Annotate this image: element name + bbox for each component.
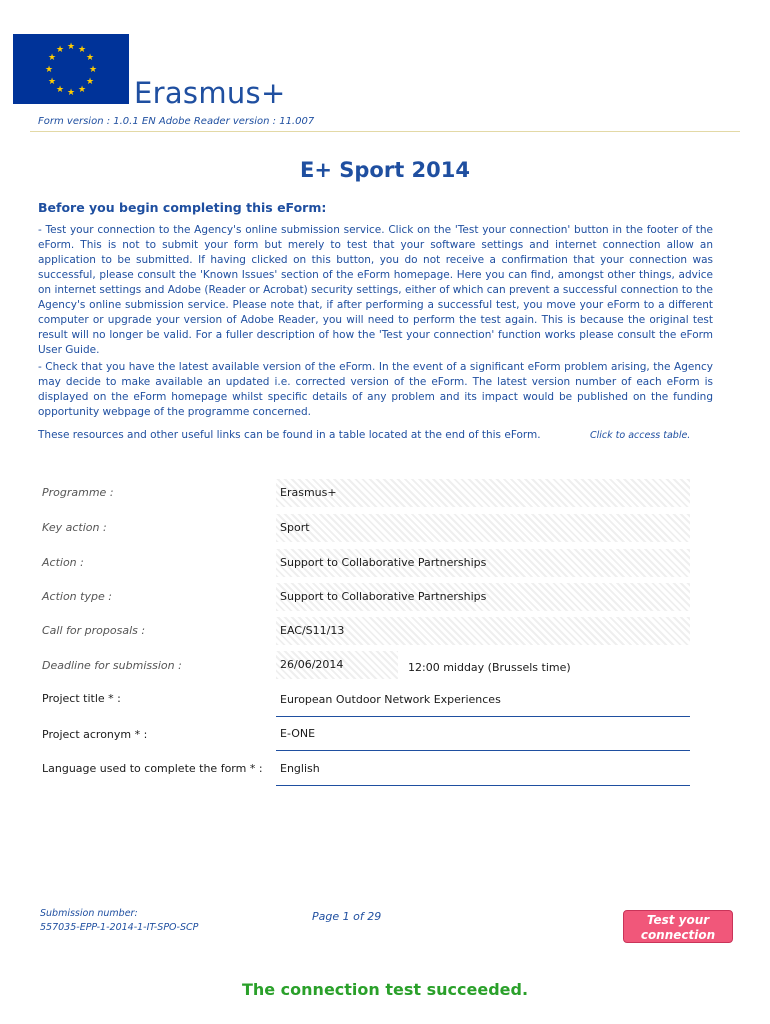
- svg-text:★: ★: [77, 45, 87, 55]
- svg-text:★: ★: [47, 53, 57, 63]
- test-button-line-1: Test your: [646, 913, 710, 927]
- action-type-label: Action type :: [42, 590, 112, 603]
- deadline-time: 12:00 midday (Brussels time): [408, 661, 571, 674]
- page-title: E+ Sport 2014: [300, 158, 470, 182]
- project-acronym-label: Project acronym * :: [42, 728, 148, 741]
- action-type-field: Support to Collaborative Partnerships: [276, 583, 690, 611]
- language-label: Language used to complete the form * :: [42, 762, 263, 775]
- resources-note: These resources and other useful links can be found in a table located at the end of this eForm.: [38, 429, 541, 441]
- eu-flag-logo: [13, 34, 129, 108]
- erasmus-logo-text: Erasmus+: [134, 76, 286, 110]
- deadline-label: Deadline for submission :: [42, 659, 182, 672]
- form-version: Form version : 1.0.1 EN Adobe Reader version : 11.007: [38, 116, 315, 127]
- svg-text:★: ★: [66, 88, 76, 98]
- project-acronym-input[interactable]: E-ONE: [276, 723, 690, 751]
- svg-text:★: ★: [66, 42, 76, 52]
- eu-flag-icon: [13, 34, 129, 104]
- key-action-field: Sport: [276, 514, 690, 542]
- programme-label: Programme :: [42, 486, 114, 499]
- svg-text:★: ★: [44, 65, 54, 75]
- connection-success-message: The connection test succeeded.: [241, 980, 529, 999]
- svg-text:★: ★: [88, 65, 98, 75]
- test-connection-button[interactable]: [623, 910, 733, 943]
- language-select[interactable]: English: [276, 758, 690, 786]
- project-title-input[interactable]: European Outdoor Network Experiences: [276, 689, 690, 717]
- intro-paragraph-2: - Check that you have the latest available version of the eForm. In the event of a significant eForm problem arising, the Agency may decide to make available an updated i.e. corrected version of the eForm. The latest version number of each eForm is displayed on the eForm homepage whilst specific details of any problem and its impact would be published on the funding opportunity webpage of the programme concerned.: [38, 361, 713, 418]
- action-field: Support to Collaborative Partnerships: [276, 549, 690, 577]
- submission-number-label: Submission number:: [40, 908, 138, 919]
- programme-field: Erasmus+: [276, 479, 690, 507]
- intro-paragraph-1: - Test your connection to the Agency's online submission service. Click on the 'Test your connection' button in the footer of the eForm. This is not to submit your form but merely to test that your software settings and internet connection allow an application to be submitted. If having clicked on this button, you do not receive a confirmation that your connection was successful, please consult the 'Known Issues' section of the eForm homepage. Here you can find, amongst other things, advice on internet settings and Adobe (Reader or Acrobat) security settings, either of which can prevent a successful connection to the Agency's online submission service. Please note that, if after performing a successful test, you move your eForm to a different computer or upgrade your version of Adobe Reader, you will need to perform the test again. This is because the original test result will no longer be valid. For a fuller description of how the 'Test your connection' function works please consult the eForm User Guide.: [38, 224, 713, 356]
- intro-heading: Before you begin completing this eForm:: [38, 200, 327, 215]
- call-label: Call for proposals :: [42, 624, 146, 637]
- svg-text:★: ★: [55, 85, 65, 95]
- access-table-link[interactable]: Click to access table.: [590, 430, 691, 441]
- test-button-line-2: connection: [640, 928, 716, 942]
- key-action-label: Key action :: [42, 521, 107, 534]
- header-divider: [30, 131, 740, 132]
- deadline-date-field: 26/06/2014: [276, 651, 398, 679]
- project-title-label: Project title * :: [42, 692, 121, 705]
- svg-text:★: ★: [55, 45, 65, 55]
- page-number: Page 1 of 29: [312, 910, 382, 923]
- submission-number-value: 557035-EPP-1-2014-1-IT-SPO-SCP: [40, 922, 199, 933]
- svg-text:★: ★: [47, 77, 57, 87]
- svg-text:★: ★: [85, 77, 95, 87]
- svg-text:★: ★: [77, 85, 87, 95]
- svg-text:★: ★: [85, 53, 95, 63]
- action-label: Action :: [42, 556, 84, 569]
- call-field: EAC/S11/13: [276, 617, 690, 645]
